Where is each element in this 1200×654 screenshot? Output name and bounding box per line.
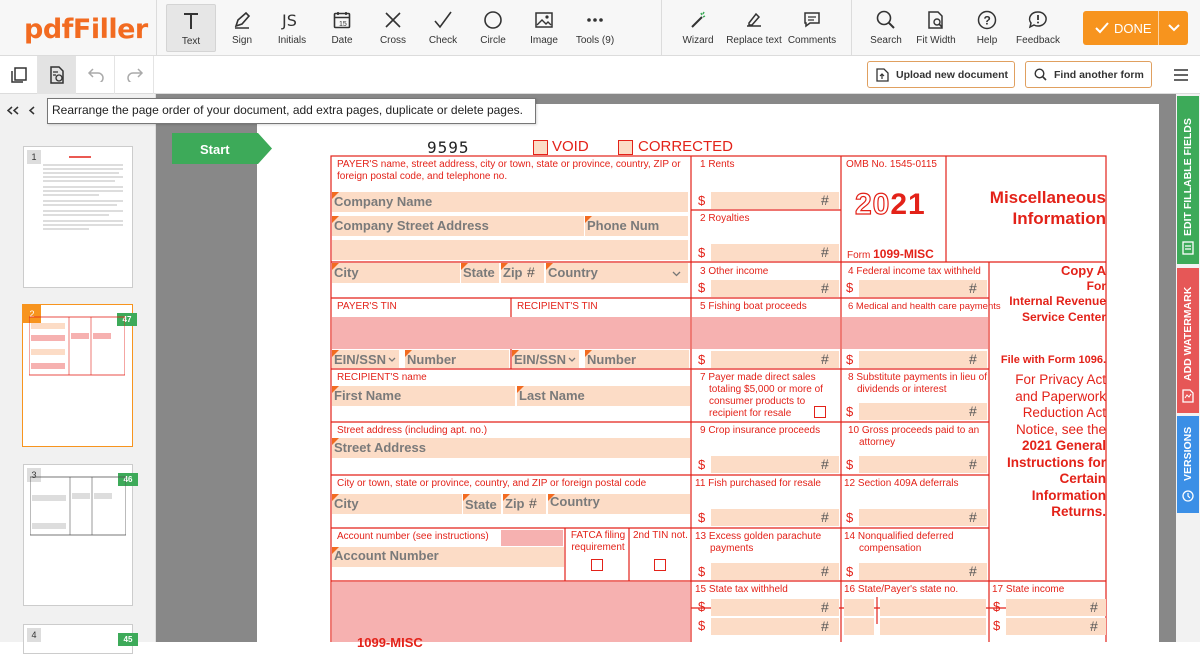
start-button[interactable]	[172, 133, 272, 164]
golden-parachute-field[interactable]: #	[711, 563, 839, 580]
redo-button[interactable]	[116, 56, 154, 94]
recipient-tin-label: RECIPIENT'S TIN	[517, 301, 598, 312]
box8-label: 8 Substitute payments in lieu of dividends or interest	[848, 372, 987, 395]
last-name-field[interactable]: Last Name	[517, 386, 690, 406]
double-chevron-left-icon[interactable]	[7, 106, 19, 115]
state-no-a1[interactable]	[844, 599, 874, 616]
payer-city-field[interactable]: City	[332, 263, 460, 283]
tool-text[interactable]: Text	[166, 4, 216, 52]
redo-icon	[126, 68, 144, 82]
payer-tin-label: PAYER'S TIN	[337, 301, 397, 312]
company-name-field[interactable]: Company Name	[332, 192, 688, 212]
omb-number: OMB No. 1545-0115	[846, 159, 937, 170]
box6-highlight	[842, 317, 988, 349]
replace-text-icon	[744, 10, 764, 30]
image-icon	[534, 10, 554, 30]
rents-field[interactable]: #	[711, 192, 839, 209]
menu-button[interactable]	[1162, 56, 1200, 94]
circle-icon	[483, 10, 503, 30]
wizard-wand-icon	[688, 10, 708, 30]
copy-a-block: Copy A For Internal Revenue Service Center	[1009, 263, 1106, 324]
box2-label: 2 Royalties	[700, 213, 750, 224]
tool-image[interactable]: Image	[519, 4, 569, 52]
add-watermark-tab[interactable]: ADD WATERMARK	[1177, 268, 1199, 413]
fish-purchased-field[interactable]: #	[711, 509, 839, 526]
form-name: Form 1099-MISC	[847, 247, 934, 261]
box10-label: 10 Gross proceeds paid to an attorney	[848, 425, 980, 448]
state-no-b2[interactable]	[880, 618, 986, 635]
find-another-form-button[interactable]: Find another form	[1025, 61, 1152, 88]
substitute-payments-field[interactable]: #	[859, 403, 987, 420]
top-toolbar	[0, 0, 1200, 56]
tool-cross[interactable]: Cross	[368, 4, 418, 52]
payer-label: PAYER'S name, street address, city or town, state or province, country, ZIP or foreign postal code, and telephone no.	[337, 159, 681, 182]
second-tin-checkbox[interactable]	[654, 559, 666, 571]
company-street-field[interactable]: Company Street Address	[332, 216, 584, 236]
royalties-field[interactable]: #	[711, 244, 839, 261]
initials-icon	[281, 10, 303, 30]
form-code: 9595	[427, 138, 470, 157]
bottom-left-highlight	[332, 582, 690, 642]
recipient-tin-number-field[interactable]: Number	[585, 350, 689, 368]
recipient-city-label: City or town, state or province, country, and ZIP or foreign postal code	[337, 478, 647, 489]
watermark-icon	[1182, 389, 1194, 403]
state-no-b1[interactable]	[880, 599, 986, 616]
chevron-left-icon[interactable]	[28, 106, 35, 115]
tool-comments[interactable]: Comments	[784, 4, 840, 52]
tool-help[interactable]: ? Help	[962, 4, 1012, 52]
corrected-label: CORRECTED	[638, 138, 734, 155]
svg-text:?: ?	[983, 13, 991, 28]
divider	[156, 0, 157, 56]
medical-payments-field[interactable]: #	[859, 351, 987, 368]
state-income-field-2[interactable]: #	[1006, 618, 1106, 635]
page-2-preview	[29, 315, 125, 377]
tool-fit-width[interactable]: Fit Width	[911, 4, 961, 52]
edit-fillable-fields-tab[interactable]: EDIT FILLABLE FIELDS	[1177, 96, 1199, 264]
tool-check[interactable]: Check	[418, 4, 468, 52]
void-label: VOID	[552, 138, 589, 155]
tool-circle[interactable]: Circle	[468, 4, 518, 52]
menu-icon	[1173, 68, 1189, 82]
undo-icon	[87, 68, 105, 82]
pdffiller-logo[interactable]: pdfFiller	[24, 14, 148, 45]
privacy-note: For Privacy Act and Paperwork Reduction Act Notice, see the 2021 General Instructions for Certain Information Returns.	[1006, 372, 1106, 519]
tool-search[interactable]: Search	[861, 4, 911, 52]
recipient-ein-select[interactable]: EIN/SSN	[512, 350, 579, 368]
divider	[1158, 11, 1159, 45]
fishing-boat-proceeds-field[interactable]: #	[711, 351, 839, 368]
tool-replace-text[interactable]: Replace text	[724, 4, 784, 52]
section-409a-field[interactable]: #	[859, 509, 987, 526]
tool-sign[interactable]: Sign	[217, 4, 267, 52]
field-count-badge: 47	[117, 313, 137, 326]
document-page: 9595 VOID CORRECTED PAYER'S name, street address, city or town, state or province, country, ZIP or foreign postal code, and telephone no. Company Name Company Street Address Phone Num City State Zip # Country 1 Rents $ # 2 Royalties $ # OMB No. 1545-0115 2021 Form 1099-MISC Miscellaneous Information 3 Other income $ # 4 Federal income tax withheld $ # Copy A For Internal Revenue Service Center PAYER'S TIN RECIPIENT'S TIN EIN/SSN Number EIN/SSN Number 5 Fishing boat proceeds $ # 6 Medical and health care payments $ # File with Form 1096. For Privacy Act and Paperwork Reduction Act Notice, see the 2021 General Instructions for Certain Information Returns. RECIPIENT'S name First Name Last Name 7 Payer made direct sales totaling $5,000 or more of consumer products to recipient for resale 8 Substitute payments in lieu of dividends or interest $ # Street address (including apt. no.) Street Address 9 Crop insurance proceeds $ # 10 Gross proceeds paid to an attorney $ # City or town, state or province, country, and ZIP or foreign postal code City State Zip # Country 11 Fish purchased for resale $ # 12 Section 409A deferrals $ # Account number (see instructions) Account Number FATCA filing requirement 2nd TIN not. 13 Excess golden parachute payments $ # 14 Nonqualified deferred compensation $ # 15 State tax withheld $ # $ # 16 State/Payer's state no. 17 State income $ # $ # 1099-MISC	[257, 104, 1159, 642]
box5-label: 5 Fishing boat proceeds	[700, 301, 807, 312]
upload-icon	[876, 68, 889, 82]
chevron-down-icon	[568, 357, 576, 363]
tin-highlight	[332, 317, 690, 349]
recipient-name-label: RECIPIENT'S name	[337, 372, 427, 383]
payer-tin-number-field[interactable]: Number	[405, 350, 509, 368]
payer-ein-select[interactable]: EIN/SSN	[332, 350, 399, 368]
chevron-down-icon	[672, 271, 681, 277]
calendar-icon	[332, 10, 352, 30]
tool-more[interactable]: Tools (9)	[570, 4, 620, 52]
box3-label: 3 Other income	[700, 266, 769, 277]
cross-icon	[383, 10, 403, 30]
tool-wizard[interactable]: Wizard	[672, 4, 724, 52]
tool-feedback[interactable]: Feedback	[1012, 4, 1064, 52]
account-number-field[interactable]: Account Number	[332, 547, 564, 567]
page-thumbnail-3[interactable]: 3 46	[23, 464, 133, 606]
more-dots-icon	[585, 10, 605, 30]
page-thumbnail-2[interactable]: 2 47	[22, 304, 133, 447]
recipient-country-select[interactable]: Country	[548, 494, 690, 514]
box17-label: 17 State income	[992, 584, 1065, 595]
box1-label: 1 Rents	[700, 159, 735, 170]
recipient-zip-field[interactable]: Zip #	[503, 494, 546, 514]
svg-text:Start: Start	[200, 142, 230, 157]
secondary-toolbar	[0, 56, 1200, 94]
versions-tab[interactable]: VERSIONS	[1177, 416, 1199, 513]
svg-text:15: 15	[339, 21, 347, 28]
crop-insurance-field[interactable]: #	[711, 456, 839, 473]
box7-label: 7 Payer made direct sales totaling $5,000 or more of consumer products to recipient for resale	[700, 372, 823, 419]
box5-highlight	[692, 317, 840, 349]
divider	[661, 0, 662, 56]
fields-icon	[1182, 241, 1194, 255]
rearrange-pages-icon	[48, 66, 66, 84]
second-tin-label: 2nd TIN not.	[633, 530, 688, 541]
box16-label: 16 State/Payer's state no.	[844, 584, 959, 595]
text-icon	[181, 11, 201, 31]
payer-country-select[interactable]: Country	[546, 263, 688, 283]
box13-label: 13 Excess golden parachute payments	[695, 531, 822, 554]
search-icon	[1034, 68, 1047, 81]
street-label: Street address (including apt. no.)	[337, 425, 488, 436]
box12-label: 12 Section 409A deferrals	[844, 478, 959, 489]
sign-pen-icon	[232, 10, 252, 30]
file-with-note: File with Form 1096.	[1000, 354, 1106, 366]
check-icon	[433, 10, 453, 30]
check-icon	[1095, 22, 1109, 34]
corrected-checkbox[interactable]	[618, 140, 633, 155]
box6-label: 6 Medical and health care payments	[848, 301, 1001, 312]
fatca-label: FATCA filing requirement	[570, 530, 626, 553]
page-1-preview	[29, 153, 129, 283]
tool-initials[interactable]: JS Initials	[277, 11, 307, 46]
recipient-street-field[interactable]: Street Address	[332, 438, 690, 458]
tool-date[interactable]: 15 Date	[317, 4, 367, 52]
box15-label: 15 State tax withheld	[695, 584, 788, 595]
recipient-city-field[interactable]: City	[332, 494, 462, 514]
tax-year: 2021	[855, 188, 926, 221]
svg-text:JS: JS	[282, 11, 297, 30]
undo-button[interactable]	[77, 56, 115, 94]
state-income-field-1[interactable]: #	[1006, 599, 1106, 616]
field-count-badge: 45	[118, 633, 138, 646]
help-icon	[976, 10, 998, 30]
gross-proceeds-field[interactable]: #	[859, 456, 987, 473]
recipient-state-field[interactable]: State	[463, 494, 501, 514]
chevron-down-icon	[388, 357, 396, 363]
feedback-icon	[1027, 10, 1049, 30]
state-tax-field-1[interactable]: #	[711, 599, 839, 616]
payer-zip-field[interactable]: Zip #	[501, 263, 544, 283]
search-icon	[875, 10, 897, 30]
state-no-a2[interactable]	[844, 618, 874, 635]
account-label: Account number (see instructions)	[337, 531, 489, 542]
first-name-field[interactable]: First Name	[332, 386, 515, 406]
nonqualified-comp-field[interactable]: #	[859, 563, 987, 580]
federal-tax-withheld-field[interactable]: #	[859, 280, 987, 297]
pages-button[interactable]	[0, 56, 38, 94]
rearrange-pages-button[interactable]	[38, 56, 76, 94]
page-thumbnails-sidebar	[0, 94, 156, 642]
box11-label: 11 Fish purchased for resale	[695, 478, 821, 489]
page-thumbnail-1[interactable]: 1	[23, 146, 133, 288]
page-3-preview	[30, 475, 126, 537]
other-income-field[interactable]: #	[711, 280, 839, 297]
done-button[interactable]: DONE	[1083, 11, 1188, 45]
rearrange-tooltip: Rearrange the page order of your document, add extra pages, duplicate or delete pages.	[47, 98, 536, 124]
phone-field[interactable]: Phone Num	[585, 216, 688, 236]
box14-label: 14 Nonqualified deferred compensation	[844, 531, 954, 554]
fit-width-icon	[925, 10, 947, 30]
comments-icon	[802, 10, 822, 30]
footer-form-name: 1099-MISC	[357, 635, 423, 650]
form-title: Miscellaneous Information	[989, 188, 1106, 228]
divider	[851, 0, 852, 56]
fatca-checkbox[interactable]	[591, 559, 603, 571]
field-count-badge: 46	[118, 473, 138, 486]
state-tax-field-2[interactable]: #	[711, 618, 839, 635]
pages-icon	[10, 66, 28, 84]
direct-sales-checkbox[interactable]	[814, 406, 826, 418]
void-checkbox[interactable]	[533, 140, 548, 155]
payer-state-field[interactable]: State	[461, 263, 499, 283]
company-extra-field[interactable]	[332, 240, 688, 260]
chevron-down-icon[interactable]	[1168, 24, 1180, 32]
clock-icon	[1182, 490, 1194, 502]
account-highlight	[501, 530, 563, 546]
upload-new-document-button[interactable]: Upload new document	[867, 61, 1015, 88]
box9-label: 9 Crop insurance proceeds	[700, 425, 821, 436]
box4-label: 4 Federal income tax withheld	[848, 266, 981, 277]
page-thumbnail-4[interactable]: 4 45	[23, 624, 133, 654]
